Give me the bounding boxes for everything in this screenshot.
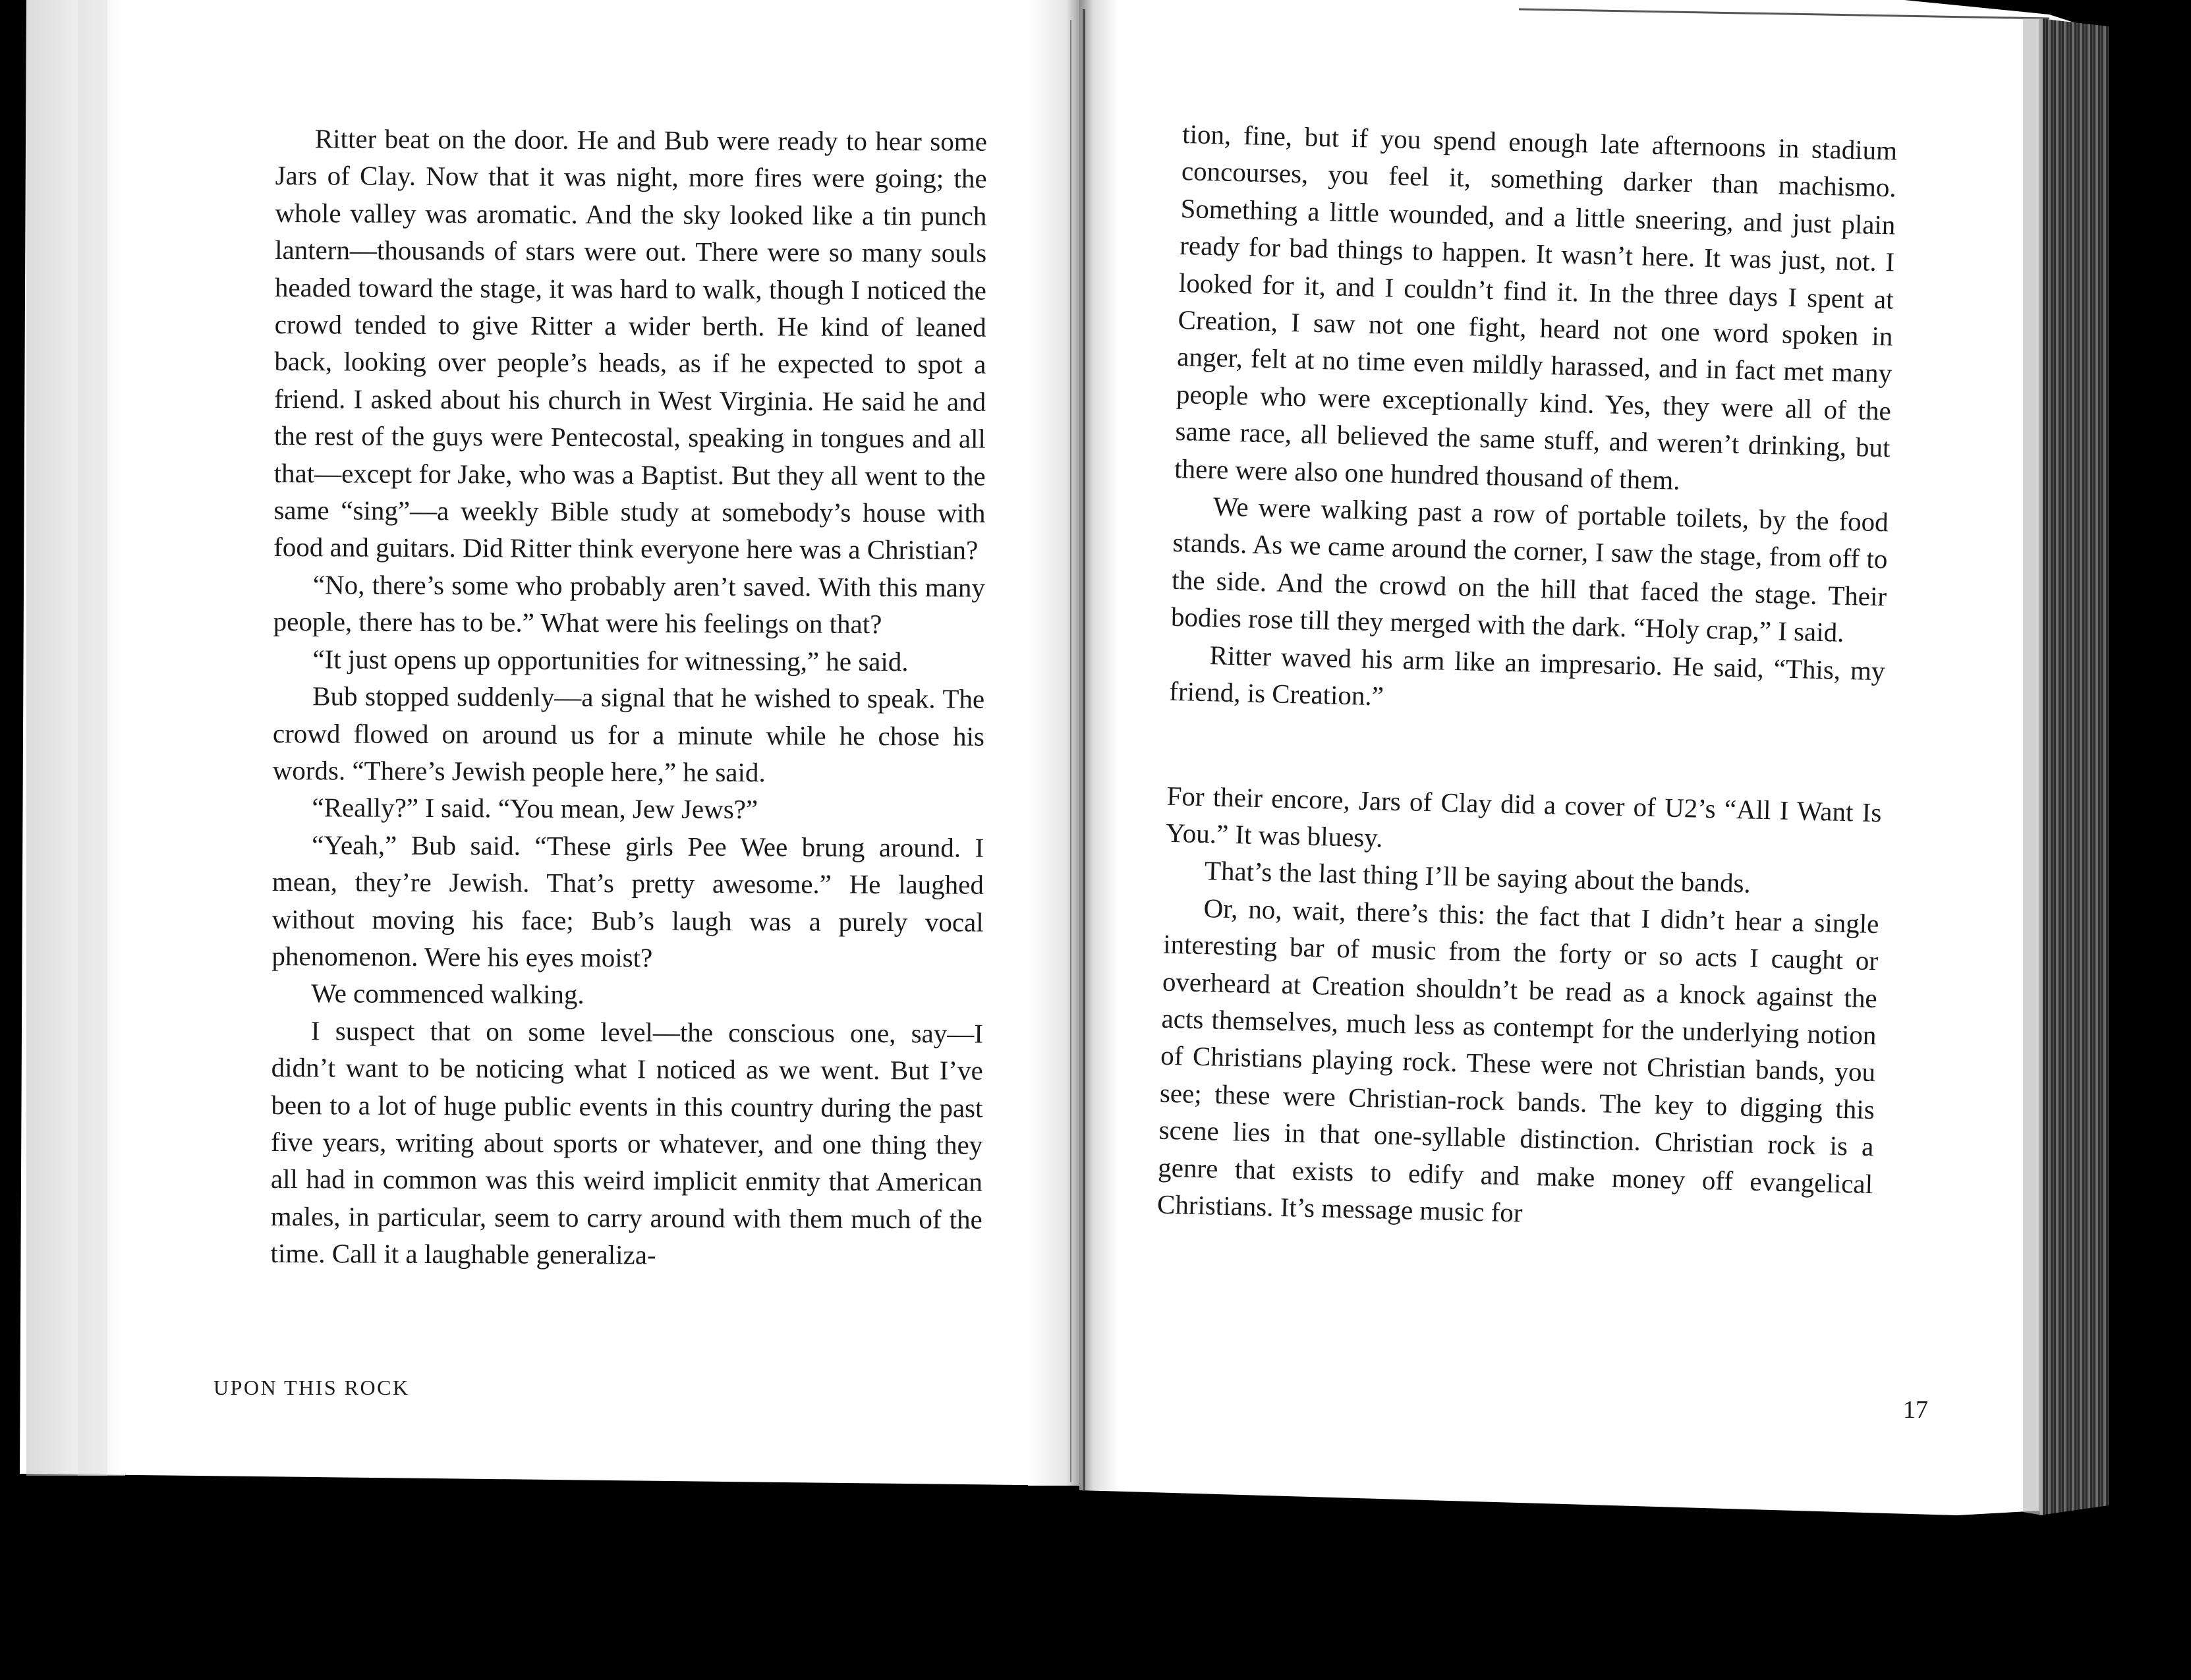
body-paragraph: Or, no, wait, there’s this: the fact that I didn’t hear a single interesting bar of music from the forty or so acts I caught or overheard at Creation shouldn’t be read as a knock against the acts themselves, much less as contempt for the underlying notion of Christians playing rock. These were not Christian bands, you see; these were Christian-rock bands. The key to digging this scene lies in that one-syllable distinction. Christian rock is a genre that exists to edify and make money off evangelical Christians. It’s message music for xyxy=(1156,892,1879,1228)
left-page-body xyxy=(270,120,987,1275)
body-paragraph: “It just opens up opportunities for witnessing,” he said. xyxy=(312,643,909,677)
body-paragraph: That’s the last thing I’ll be saying about the bands. xyxy=(1204,855,1751,899)
body-paragraph: “No, there’s some who probably aren’t saved. With this many people, there has to be.” What were his feelings on that? xyxy=(273,569,986,640)
body-paragraph: Ritter beat on the door. He and Bub were ready to hear some Jars of Clay. Now that it was night, more fires were going; the whole valley was aromatic. And the sky looked like a tin punch lantern—thousands of stars were out. There were so many souls headed toward the stage, it was hard to walk, though I noticed the crowd tended to give Ritter a wider berth. He kind of leaned back, looking over people’s heads, as if he expected to spot a friend. I asked about his church in West Virginia. He said he and the rest of the guys were Pentecostal, speaking in tongues and all that—except for Jake, who was a Baptist. But they all went to the same “sing”—a weekly Bible study at somebody’s house with food and guitars. Did Ritter think everyone here was a Christian? xyxy=(273,123,987,566)
body-paragraph: tion, fine, but if you spend enough late afternoons in stadium concourses, you feel it, something darker than machismo. Something a little wounded, and a little sneering, and just plain ready for bad things to happen. It wasn’t here. It was just, not. I looked for it, and I couldn’t find it. In the three days I spent at Creation, I saw not one fight, heard not one word spoken in anger, felt at no time even mildly harassed, and in fact met many people who were exceptionally kind. Yes, they were all of the same race, all believed the same stuff, and weren’t drinking, but there were also one hundred thousand of them. xyxy=(1174,118,1898,495)
left-page-outer-edge xyxy=(26,0,125,1476)
body-paragraph: “Yeah,” Bub said. “These girls Pee Wee brung around. I mean, they’re Jewish. That’s pretty awesome.” He laughed without moving his face; Bub’s laugh was a purely vocal phenomenon. Were his eyes moist? xyxy=(271,829,984,973)
running-footer: UPON THIS ROCK xyxy=(213,1376,410,1399)
left-page-edge-stripes xyxy=(78,0,107,1476)
page-stack-edge xyxy=(2039,18,2109,1515)
left-gutter-shadow xyxy=(1028,0,1082,1486)
right-page-body xyxy=(1156,115,1897,1239)
body-paragraph: Bub stopped suddenly—a signal that he wished to speak. The crowd flowed on around us for a minute while he chose his words. “There’s Jewish people here,” he said. xyxy=(272,681,985,788)
section-opening-paragraph: For their encore, Jars of Clay did a cover of U2’s “All I Want Is You.” It was bluesy. xyxy=(1165,780,1882,853)
page-stack-shadow xyxy=(2023,18,2043,1515)
body-paragraph: We were walking past a row of portable toilets, by the food stands. As we came around the corner, I saw the stage, from off to the side. And the crowd on the hill that faced the stage. Their bodies rose till they merged with the dark. “Holy crap,” I said. xyxy=(1170,491,1889,648)
body-paragraph: “Really?” I said. “You mean, Jew Jews?” xyxy=(312,792,758,825)
body-paragraph: We commenced walking. xyxy=(311,978,584,1010)
page-number: 17 xyxy=(1903,1396,1928,1424)
body-paragraph: I suspect that on some level—the conscious one, say—I didn’t want to be noticing what I noticed as we went. But I’ve been to a lot of huge public events in this country during the past five years, writing about sports or whatever, and one thing they all had in common was this weird implicit enmity that American males, in particular, seem to carry around with them much of the time. Call it a laughable generaliza- xyxy=(270,1015,984,1270)
body-paragraph: Ritter waved his arm like an impresario. He said, “This, my friend, is Creation.” xyxy=(1168,639,1885,712)
